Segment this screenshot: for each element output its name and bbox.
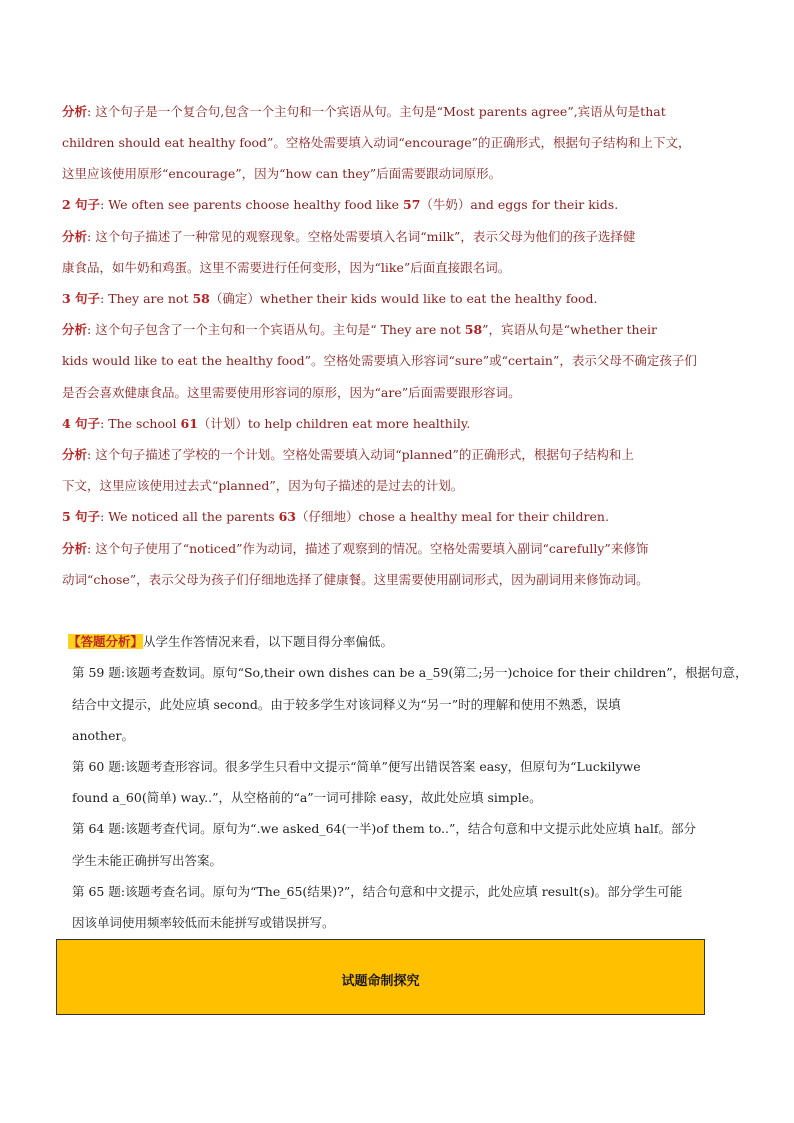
answer-analysis-line: 结合中文提示，此处应填 second。由于较多学生对该词释义为“另一”时的理解和使用不熟悉，误填 [72, 697, 621, 712]
analysis-label: 分析 [62, 447, 88, 462]
blank-number: 58 [192, 291, 210, 306]
answer-analysis-line: 第 60 题:该题考查形容词。很多学生只看中文提示“简单”便写出错误答案 easy，但原句为“Luckilywe [72, 759, 641, 774]
analysis-line: 康食品，如牛奶和鸡蛋。这里不需要进行任何变形，因为“like”后面直接跟名词。 [62, 260, 511, 275]
sentence-label: 3 句子 [62, 291, 101, 306]
sentence-text: （仔细地）chose a healthy meal for their children. [295, 509, 609, 524]
sentence-text: : We noticed all the parents [100, 509, 279, 524]
analysis-line: 动词“chose”，表示父母为孩子们仔细地选择了健康餐。这里需要使用副词形式，因为副词用来修饰动词。 [62, 572, 649, 587]
analysis-text: ”，宾语从句是“whether their [482, 322, 657, 337]
sentence-text: （确定）whether their kids would like to eat the healthy food. [209, 291, 598, 306]
analysis-text: : 这个句子描述了一种常见的观察现象。空格处需要填入名词“milk”，表示父母为他们的孩子选择健 [87, 229, 636, 244]
blank-number: 61 [180, 416, 198, 431]
analysis-text: : 这个句子包含了一个主句和一个宾语从句。主句是“ They are not [87, 322, 465, 337]
answer-analysis-line: 因该单词使用频率较低而未能拼写或错误拼写。 [72, 915, 335, 930]
blank-number: 58 [464, 322, 483, 337]
sentence-text: : We often see parents choose healthy food like [100, 197, 404, 212]
sentence-label: 2 句子 [62, 197, 101, 212]
answer-analysis-line: another。 [72, 728, 134, 743]
answer-analysis-line: 第 59 题:该题考查数词。原句“So,their own dishes can be a_59(第二;另一)choice for their children”，根据句意， [72, 665, 748, 680]
analysis-line [62, 446, 742, 464]
section-box [56, 939, 705, 1015]
answer-analysis-tag: 【答题分析】 [68, 634, 144, 649]
sentence-line [62, 196, 742, 214]
answer-analysis-line: 第 65 题:该题考查名词。原句为“The_65(结果)?”，结合句意和中文提示，此处应填 result(s)。部分学生可能 [72, 884, 683, 899]
analysis-line: 下文，这里应该使用过去式“planned”，因为句子描述的是过去的计划。 [62, 478, 464, 493]
answer-analysis-line: 第 64 题:该题考查代词。原句为“.we asked_64(一半)of them to..”，结合句意和中文提示此处应填 half。部分 [72, 821, 696, 836]
answer-analysis-intro: 从学生作答情况来看，以下题目得分率偏低。 [143, 634, 394, 649]
analysis-line [62, 228, 742, 246]
analysis-text: : 这个句子描述了学校的一个计划。空格处需要填入动词“planned”的正确形式，根据句子结构和上 [87, 447, 634, 462]
blank-number: 63 [278, 509, 296, 524]
analysis-line: kids would like to eat the healthy food”。空格处需要填入形容词“sure”或“certain”，表示父母不确定孩子们 [62, 353, 697, 368]
analysis-text: : 这个句子是一个复合句,包含一个主句和一个宾语从句。主句是“Most parents agree”,宾语从句是that [87, 104, 666, 119]
analysis-line [62, 321, 742, 339]
analysis-line: children should eat healthy food”。空格处需要填入动词“encourage”的正确形式，根据句子结构和上下文， [62, 135, 691, 150]
answer-analysis-line: 学生未能正确拼写出答案。 [72, 853, 223, 868]
sentence-line [62, 508, 742, 526]
analysis-line: 这里应该使用原形“encourage”，因为“how can they”后面需要跟动词原形。 [62, 166, 502, 181]
sentence-text: （计划）to help children eat more healthily. [197, 416, 471, 431]
analysis-label: 分析 [62, 104, 88, 119]
sentence-line [62, 290, 742, 308]
section-box-title: 试题命制探究 [341, 974, 420, 989]
blank-number: 57 [403, 197, 421, 212]
sentence-text: : They are not [100, 291, 193, 306]
analysis-label: 分析 [62, 541, 88, 556]
sentence-line [62, 415, 742, 433]
answer-analysis-heading [68, 633, 748, 651]
analysis-label: 分析 [62, 229, 88, 244]
sentence-label: 4 句子 [62, 416, 101, 431]
sentence-text: （牛奶）and eggs for their kids. [420, 197, 619, 212]
answer-analysis-line: found a_60(简单) way..”，从空格前的“a”一词可排除 easy，故此处应填 simple。 [72, 790, 542, 805]
sentence-text: : The school [100, 416, 181, 431]
analysis-line [62, 103, 742, 121]
sentence-label: 5 句子 [62, 509, 101, 524]
analysis-line: 是否会喜欢健康食品。这里需要使用形容词的原形，因为“are”后面需要跟形容词。 [62, 385, 521, 400]
analysis-line [62, 540, 742, 558]
analysis-text: : 这个句子使用了“noticed”作为动词，描述了观察到的情况。空格处需要填入副词“carefully”来修饰 [87, 541, 649, 556]
analysis-label: 分析 [62, 322, 88, 337]
